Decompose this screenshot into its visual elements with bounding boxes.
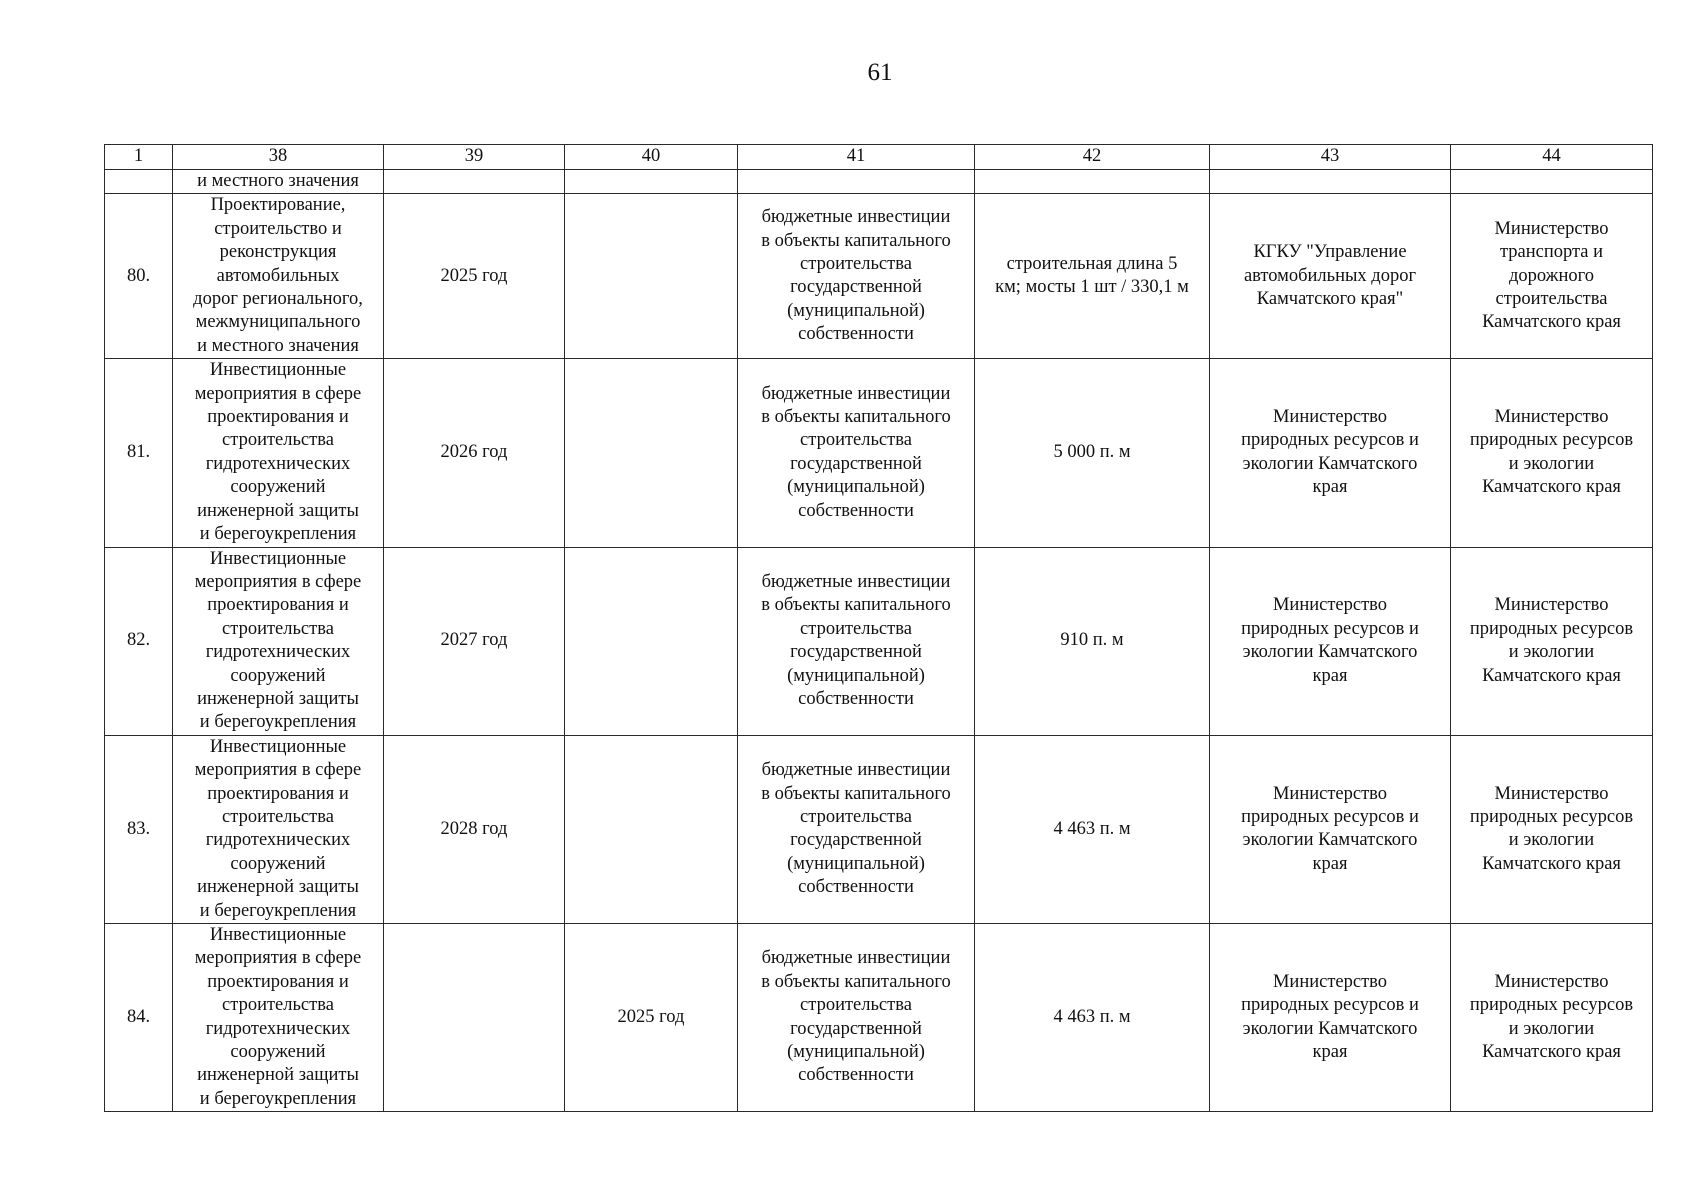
table-row (105, 194, 1653, 359)
header-cell: 40 (565, 145, 738, 170)
table-cell: Министерство природных ресурсов и экологии Камчатского края (1451, 547, 1653, 735)
table-cell: 2025 год (384, 194, 565, 359)
table-cell: КГКУ "Управление автомобильных дорог Камчатского края" (1210, 194, 1451, 359)
row-number-cell: 82. (105, 547, 173, 735)
table-cell: бюджетные инвестиции в объекты капитального строительства государственной (муниципальной) собственности (738, 194, 975, 359)
header-cell: 42 (975, 145, 1210, 170)
table-cell: Министерство природных ресурсов и экологии Камчатского края (1451, 359, 1653, 547)
table-cell (565, 194, 738, 359)
table-cell: Проектирование, строительство и реконструкция автомобильных дорог регионального, межмуниципального и местного значения (173, 194, 384, 359)
table-cell (975, 170, 1210, 194)
table-cell: Министерство природных ресурсов и экологии Камчатского края (1210, 924, 1451, 1112)
continuation-row (105, 170, 1653, 194)
row-number-cell: 80. (105, 194, 173, 359)
page-number: 61 (867, 59, 893, 86)
table-cell (738, 170, 975, 194)
table-cell: Инвестиционные мероприятия в сфере проектирования и строительства гидротехнических сооружений инженерной защиты и берегоукрепления (173, 547, 384, 735)
table-row (105, 735, 1653, 923)
header-cell: 41 (738, 145, 975, 170)
table-cell: Инвестиционные мероприятия в сфере проектирования и строительства гидротехнических сооружений инженерной защиты и берегоукрепления (173, 735, 384, 923)
table-cell: бюджетные инвестиции в объекты капитального строительства государственной (муниципальной) собственности (738, 547, 975, 735)
table-cell: Министерство транспорта и дорожного строительства Камчатского края (1451, 194, 1653, 359)
table-cell: 2026 год (384, 359, 565, 547)
table-cell (565, 735, 738, 923)
table-cell: Министерство природных ресурсов и экологии Камчатского края (1210, 547, 1451, 735)
header-cell: 1 (105, 145, 173, 170)
table-cell (565, 547, 738, 735)
table-cell: Министерство природных ресурсов и экологии Камчатского края (1210, 735, 1451, 923)
table-cell (105, 170, 173, 194)
table-row (105, 547, 1653, 735)
table-cell: бюджетные инвестиции в объекты капитального строительства государственной (муниципальной) собственности (738, 735, 975, 923)
row-number-cell: 84. (105, 924, 173, 1112)
table-cell: 2027 год (384, 547, 565, 735)
table-cell: 4 463 п. м (975, 735, 1210, 923)
header-cell: 38 (173, 145, 384, 170)
table-cell: 2028 год (384, 735, 565, 923)
table-cell: 5 000 п. м (975, 359, 1210, 547)
header-row (105, 145, 1653, 170)
table-cell (384, 924, 565, 1112)
table-cell: Инвестиционные мероприятия в сфере проектирования и строительства гидротехнических сооружений инженерной защиты и берегоукрепления (173, 359, 384, 547)
table-cell (1451, 170, 1653, 194)
table-cell: 910 п. м (975, 547, 1210, 735)
table-cell: Инвестиционные мероприятия в сфере проектирования и строительства гидротехнических сооружений инженерной защиты и берегоукрепления (173, 924, 384, 1112)
table-cell: Министерство природных ресурсов и экологии Камчатского края (1451, 735, 1653, 923)
table-cell: Министерство природных ресурсов и экологии Камчатского края (1451, 924, 1653, 1112)
header-cell: 39 (384, 145, 565, 170)
table-cell: Министерство природных ресурсов и экологии Камчатского края (1210, 359, 1451, 547)
table-cell (565, 170, 738, 194)
table-row (105, 359, 1653, 547)
data-table (104, 144, 1653, 1112)
table-cell (384, 170, 565, 194)
header-cell: 43 (1210, 145, 1451, 170)
row-number-cell: 83. (105, 735, 173, 923)
table-cell: бюджетные инвестиции в объекты капитального строительства государственной (муниципальной) собственности (738, 924, 975, 1112)
header-cell: 44 (1451, 145, 1653, 170)
table-cell: 2025 год (565, 924, 738, 1112)
table-cell (565, 359, 738, 547)
table-cell (1210, 170, 1451, 194)
table-cell: 4 463 п. м (975, 924, 1210, 1112)
table-row (105, 924, 1653, 1112)
row-number-cell: 81. (105, 359, 173, 547)
table-cell: и местного значения (173, 170, 384, 194)
table-cell: строительная длина 5 км; мосты 1 шт / 330,1 м (975, 194, 1210, 359)
table-cell: бюджетные инвестиции в объекты капитального строительства государственной (муниципальной) собственности (738, 359, 975, 547)
